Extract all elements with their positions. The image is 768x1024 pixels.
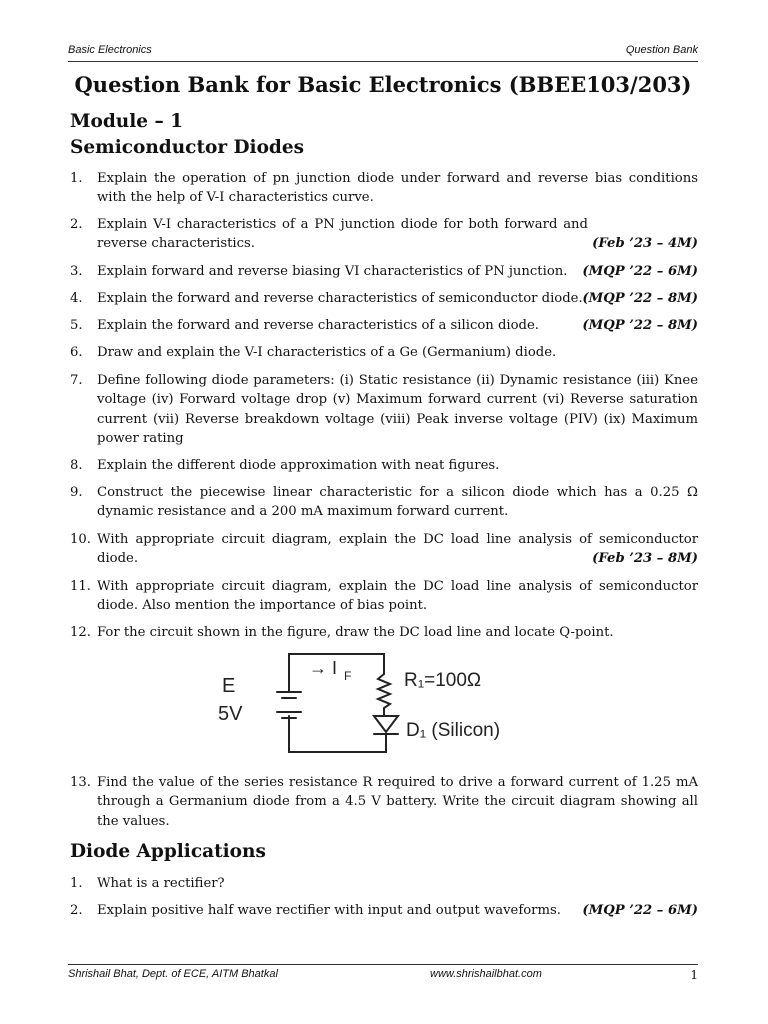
diode-triangle xyxy=(374,716,398,732)
question-number: 7. xyxy=(70,373,83,388)
question-number: 5. xyxy=(70,318,83,333)
question-number: 11. xyxy=(70,579,91,594)
question-item xyxy=(70,623,698,642)
question-item xyxy=(70,343,698,362)
page-footer xyxy=(68,964,698,982)
question-text: Explain V-I characteristics of a PN junction diode for both forward and reverse characteristics. xyxy=(97,217,588,252)
module-heading: Module – 1 xyxy=(70,111,184,132)
question-number: 12. xyxy=(70,625,91,640)
wire-left-lower xyxy=(289,716,386,752)
question-text: With appropriate circuit diagram, explain the DC load line analysis of semiconductor diode. Also mention the importance of bias point. xyxy=(97,579,698,614)
footer-author: Shrishail Bhat, Dept. of ECE, AITM Bhatkal xyxy=(68,968,278,980)
question-text: Explain the operation of pn junction diode under forward and reverse bias conditions with the help of V-I characteristics curve. xyxy=(97,171,698,206)
question-marks-ref: (MQP ’22 – 8M) xyxy=(582,318,698,333)
question-text: Explain the different diode approximation with neat figures. xyxy=(97,458,500,473)
page-number: 1 xyxy=(690,968,698,982)
question-marks-ref: (MQP ’22 – 6M) xyxy=(582,903,698,918)
question-text: With appropriate circuit diagram, explain the DC load line analysis of semiconductor diode. xyxy=(97,532,698,567)
question-item xyxy=(70,577,698,616)
current-arrow-label: → I xyxy=(309,658,338,678)
question-number: 1. xyxy=(70,171,83,186)
question-item xyxy=(70,530,698,569)
question-text: Explain forward and reverse biasing VI characteristics of PN junction. xyxy=(97,264,568,279)
question-number: 1. xyxy=(70,876,83,891)
question-number: 4. xyxy=(70,291,83,306)
question-item xyxy=(70,262,698,281)
question-text: What is a rectifier? xyxy=(97,876,225,891)
question-item xyxy=(70,483,698,522)
question-text: Define following diode parameters: (i) Static resistance (ii) Dynamic resistance (iii) Knee voltage (iv) Forward voltage drop (v) Maximum forward current (vi) Reverse saturation current (vii) Reverse breakdown voltage (viii) Peak inverse voltage (PIV) (ix) Maximum power rating xyxy=(97,373,698,447)
question-number: 8. xyxy=(70,458,83,473)
question-text: Construct the piecewise linear characteristic for a silicon diode which has a 0.25 Ω dynamic resistance and a 200 mA maximum forward current. xyxy=(97,485,698,520)
question-number: 2. xyxy=(70,217,83,232)
question-text: Find the value of the series resistance R required to drive a forward current of 1.25 mA through a Germanium diode from a 4.5 V battery. Write the circuit diagram showing all the values. xyxy=(97,775,698,829)
question-item xyxy=(70,901,698,920)
question-marks-ref: (Feb ’23 – 4M) xyxy=(592,236,698,251)
question-item xyxy=(70,289,698,308)
question-marks-ref: (MQP ’22 – 6M) xyxy=(582,264,698,279)
header-right: Question Bank xyxy=(625,44,698,56)
current-subscript: F xyxy=(344,669,352,683)
question-marks-ref: (MQP ’22 – 8M) xyxy=(582,291,698,306)
question-item xyxy=(70,874,698,893)
circuit-diagram-figure xyxy=(214,646,554,762)
question-text: For the circuit shown in the figure, draw the DC load line and locate Q-point. xyxy=(97,625,614,640)
question-marks-ref: (Feb ’23 – 8M) xyxy=(592,551,698,566)
section-heading-semiconductor-diodes: Semiconductor Diodes xyxy=(70,137,305,158)
question-number: 3. xyxy=(70,264,83,279)
question-item xyxy=(70,316,698,335)
source-voltage-label: 5V xyxy=(218,703,243,725)
diode-label: D₁ (Silicon) xyxy=(406,720,501,741)
question-number: 13. xyxy=(70,775,91,790)
question-number: 2. xyxy=(70,903,83,918)
question-number: 6. xyxy=(70,345,83,360)
page-header xyxy=(68,44,698,62)
question-item xyxy=(70,169,698,208)
question-item xyxy=(70,456,698,475)
question-text: Explain the forward and reverse characteristics of a silicon diode. xyxy=(97,318,539,333)
header-left: Basic Electronics xyxy=(68,44,152,56)
question-item xyxy=(70,215,698,254)
resistor-label: R₁=100Ω xyxy=(404,670,482,691)
question-text: Draw and explain the V-I characteristics of a Ge (Germanium) diode. xyxy=(97,345,557,360)
question-item xyxy=(70,371,698,449)
question-item xyxy=(70,773,698,831)
section-heading-diode-applications: Diode Applications xyxy=(70,841,266,862)
footer-website-link[interactable]: www.shrishailbhat.com xyxy=(430,968,542,980)
question-text: Explain positive half wave rectifier with input and output waveforms. xyxy=(97,903,561,918)
question-number: 10. xyxy=(70,532,91,547)
question-number: 9. xyxy=(70,485,83,500)
document-title: Question Bank for Basic Electronics (BBEE103/203) xyxy=(74,72,692,97)
source-e-label: E xyxy=(222,675,236,697)
resistor-symbol xyxy=(378,674,390,716)
question-text: Explain the forward and reverse characteristics of semiconductor diode. xyxy=(97,291,583,306)
